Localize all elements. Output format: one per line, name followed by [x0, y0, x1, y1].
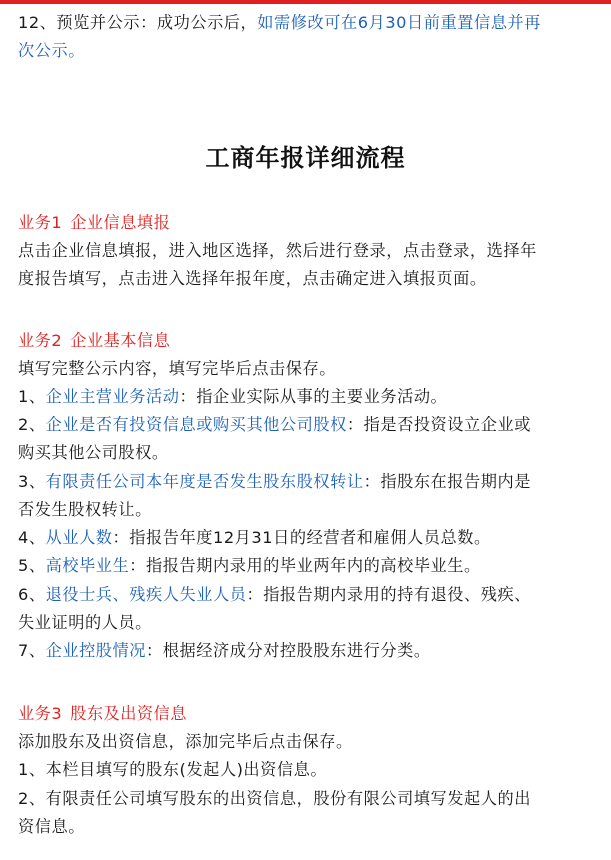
list-item-term: 企业主营业务活动 [45, 387, 180, 406]
section-2-number: 业务2 [18, 331, 63, 350]
list-item-term: 高校毕业生 [45, 556, 130, 575]
section-2-intro: 填写完整公示内容，填写完毕后点击保存。 [18, 359, 337, 378]
list-item-continuation: 失业证明的人员。 [18, 613, 152, 632]
list-item-desc: ：根据经济成分对控股股东进行分类。 [146, 641, 431, 660]
list-item-continuation: 购买其他公司股权。 [18, 443, 169, 462]
list-item-number: 5、 [18, 556, 46, 575]
list-item-desc: ：指企业实际从事的主要业务活动。 [179, 387, 448, 406]
list-item-term: 企业控股情况 [45, 641, 147, 660]
section-3-title: 股东及出资信息 [70, 704, 187, 723]
list-item-number: 3、 [18, 472, 46, 491]
intro-highlight: 如需修改可在6月30日前重置信息并再 [257, 13, 541, 32]
section-3-text-line: 资信息。 [18, 817, 85, 836]
list-item-desc: ：指是否投资设立企业或 [346, 415, 531, 434]
list-item [18, 552, 481, 580]
list-item-term: 企业是否有投资信息或购买其他公司股权 [45, 415, 347, 434]
list-item-number: 2、 [18, 415, 46, 434]
list-item-desc: ：指股东在报告期内是 [363, 472, 531, 491]
list-item-desc: ：指报告期内录用的毕业两年内的高校毕业生。 [129, 556, 481, 575]
list-item-desc: ：指报告期内录用的持有退役、残疾、 [246, 585, 531, 604]
section-1-heading [18, 209, 170, 237]
list-item-number: 7、 [18, 641, 46, 660]
list-item-term: 有限责任公司本年度是否发生股东股权转让 [45, 472, 364, 491]
list-item [18, 581, 531, 609]
list-item [18, 383, 447, 411]
section-2-heading [18, 327, 170, 355]
intro-step-text: 12、预览并公示：成功公示后， [18, 13, 258, 32]
list-item-term: 退役士兵、残疾人失业人员 [45, 585, 247, 604]
section-2-title: 企业基本信息 [70, 331, 171, 350]
list-item [18, 637, 431, 665]
section-3-number: 业务3 [18, 704, 63, 723]
list-item-desc: ：指报告年度12月31日的经营者和雇佣人员总数。 [112, 528, 491, 547]
list-item-number: 1、 [18, 387, 46, 406]
section-3-text-line: 1、本栏目填写的股东(发起人)出资信息。 [18, 760, 328, 779]
list-item [18, 468, 531, 496]
list-item-term: 从业人数 [45, 528, 113, 547]
top-accent-bar [0, 0, 611, 4]
section-3-text-line: 添加股东及出资信息，添加完毕后点击保存。 [18, 732, 353, 751]
section-1-number: 业务1 [18, 213, 63, 232]
page-title: 工商年报详细流程 [205, 144, 406, 172]
section-1-text-line: 度报告填写，点击进入选择年报年度，点击确定进入填报页面。 [18, 269, 487, 288]
list-item-number: 6、 [18, 585, 46, 604]
intro-line-1 [18, 9, 541, 37]
section-1-title: 企业信息填报 [70, 213, 171, 232]
section-1-text-line: 点击企业信息填报，进入地区选择，然后进行登录，点击登录，选择年 [18, 241, 537, 260]
section-3-heading [18, 700, 187, 728]
list-item [18, 524, 491, 552]
list-item-continuation: 否发生股权转让。 [18, 500, 152, 519]
list-item [18, 411, 531, 439]
intro-line-2: 次公示。 [18, 41, 85, 60]
list-item-number: 4、 [18, 528, 46, 547]
section-3-text-line: 2、有限责任公司填写股东的出资信息，股份有限公司填写发起人的出 [18, 789, 531, 808]
